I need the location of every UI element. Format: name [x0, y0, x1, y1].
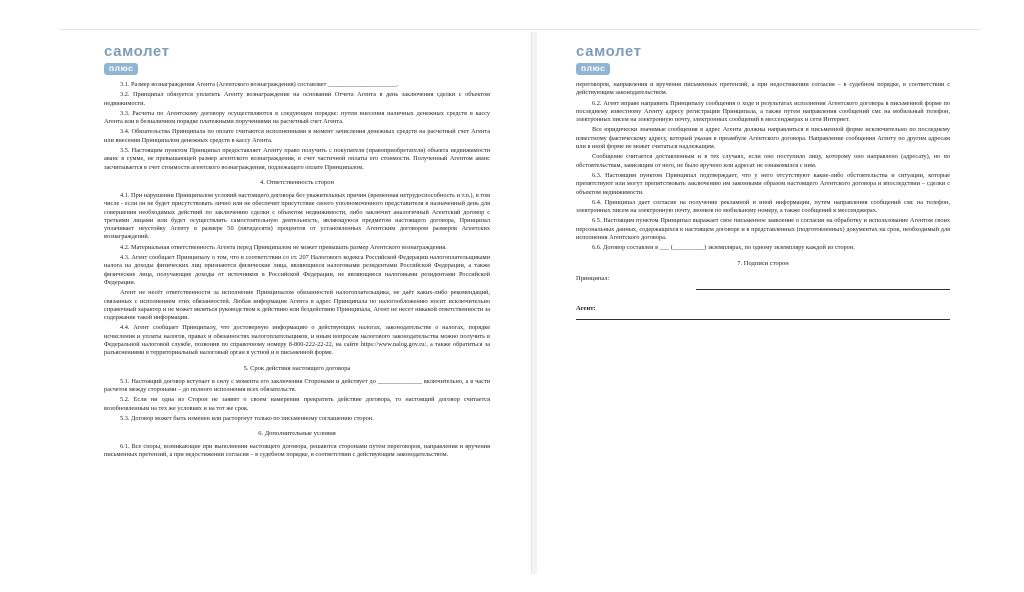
- top-border: [60, 29, 980, 30]
- left-page-body: [104, 81, 490, 460]
- paragraph: 4.4. Агент сообщает Принципалу, что достоверную информацию о действующих налогах, законодательстве о налогах, порядке исчисления и уплаты налогов, правах и обязанностях налогоплательщиков, и иным вопросам налогового законодательства можно получить в Федеральной налоговой службе, позвонив по справочному номеру 8-800-222-22-22, на сайте https://www.nalog.gov.ru/, а также обратиться за разъяснениями в территориальный налоговый орган в устной и в письменной форме.: [104, 324, 490, 357]
- company-logo: [104, 44, 490, 75]
- paragraph: 4.1. При нарушении Принципалом условий настоящего договора без уважительных причин (временная нетрудоспособность и т.п.), в том числе - если он не будет присутствовать лично или не обеспечит присутствие своего уполномоченного представителя в назначенный день для совершения необходимых действий по заключению сделки с объектом недвижимости, либо заключит аналогичный Агентский договор с третьими лицами или будет осуществлять самостоятельную деятельность, являющуюся предметом настоящего договора, Принципал уплачивает неустойку Агенту в размере 50 (пятидесяти) процентов от установленных Агентским договором размеров Агентских вознаграждений.: [104, 191, 490, 241]
- right-page-body: [576, 81, 950, 268]
- paragraph: 6.3. Настоящим пунктом Принципал подтверждает, что у него отсутствуют какие-либо обстоятельства и ситуации, которые препятствуют или могут препятствовать заключению им законными образом настоящего Агентского договора и впоследствии – сделки с объектом недвижимости.: [576, 171, 950, 196]
- paragraph: 4.2. Материальная ответственность Агента перед Принципалом не может превышать размер Агентского вознаграждения.: [120, 243, 447, 251]
- section-heading: 5. Срок действия настоящего договора: [243, 364, 351, 372]
- paragraph: 6.6. Договор составлен в ___ (__________) экземплярах, по одному экземпляру каждой из сторон.: [592, 244, 855, 252]
- document-page-left: [60, 32, 526, 592]
- paragraph: Все юридически значимые сообщения в адрес Агента должны направляться в письменной форме исключительно по последнему известному фактическому адресу, который указан в преамбуле Агентского договора. Направление сообщения Агенту по другим адресам или в иной форме не может считаться надлежащим.: [576, 126, 950, 151]
- paragraph: 3.2. Принципал обязуется уплатить Агенту вознаграждение на основании Отчета Агента в день заключения сделки с объектом недвижимости.: [104, 91, 490, 107]
- paragraph: 5.3. Договор может быть изменен или расторгнут только по письменному соглашению сторон.: [120, 414, 374, 422]
- principal-signature-line: [696, 289, 950, 290]
- paragraph: 4.3. Агент сообщает Принципалу о том, что в соответствии со ст. 207 Налогового кодекса Российской Федерации налогоплательщиками налога на доходы физических лиц признаются физические лица, являющиеся налоговыми резидентами Российской Федерации, а также физические лица, получающие доходы от источников в Российской Федерации, не являющиеся налоговыми резидентами Российской Федерации.: [104, 254, 490, 286]
- paragraph: Сообщение считается доставленным и в тех случаях, если оно поступило лицу, которому оно направлено (адресату), но по обстоятельствам, зависящим от него, не было вручено или адресат не ознакомился с ним.: [576, 153, 950, 169]
- paragraph: 5.1. Настоящий договор вступает в силу с момента его заключения Сторонами и действует до ______________ включительно, а в части расчетов между сторонами – до полного исполнения всех обязательств.: [104, 377, 490, 393]
- signatures-block: [576, 274, 950, 320]
- agent-signature-label: Агент:: [576, 304, 596, 312]
- document-page-right: [540, 32, 980, 592]
- logo-wordmark: самолет: [104, 43, 170, 60]
- paragraph: переговоров, направления и вручения письменных претензий, а при недостижении согласия – в судебном порядке, в соответствии с действующим законодательством.: [576, 81, 950, 97]
- logo-badge: плюс: [576, 63, 610, 75]
- paragraph: 6.5. Настоящим пунктом Принципал выражает свое письменное заявление о согласии на обработку и использование Агентом своих персональных данных, содержащихся в настоящем договоре и в представленных (подготовленных) документах на срок, необходимый для исполнения Агентского договора.: [576, 217, 950, 242]
- company-logo: [576, 44, 950, 75]
- page-divider: [531, 32, 537, 574]
- principal-signature-label: Принципал:: [576, 274, 610, 282]
- agent-signature-line: [576, 319, 950, 320]
- paragraph: 6.4. Принципал дает согласие на получение рекламной и иной информации, путем направления сообщений смс на телефон, электронных писем на электронную почту, звонков по мобильному номеру, а также сообщений в мессенджерах.: [576, 198, 950, 215]
- logo-wordmark: самолет: [576, 43, 642, 60]
- paragraph: 3.1. Размер вознаграждения Агента (Агентского вознаграждения) составляет ______________________.: [120, 81, 399, 88]
- paragraph: 6.2. Агент вправе направить Принципалу сообщения о ходе и результатах исполнения Агентского договора в письменной форме по последнему известному Агенту адресу регистрации Принципала, а также путем направления сообщений смс на мобильный телефон, электронных писем на электронную почту, электронных сообщений в мессенджерах и сети Интернет.: [576, 99, 950, 124]
- paragraph: 3.3. Расчеты по Агентскому договору осуществляются в следующем порядке: путем внесения наличных денежных средств в кассу Агента или в безналичном порядке платежными поручениями на расчетный счет Агента.: [104, 109, 490, 126]
- paragraph: Агент не несёт ответственности за исполнение Принципалом обязанностей налогоплательщика, не даёт каких-либо рекомендаций, связанных с исполнением этих обязанностей. Любая информация Агента в адрес Принципала по налогообложению носит исключительно справочный характер и не может являться руководством к действию или бездействию Принципала, Агент не несет никакой ответственности за содержание такой информации.: [104, 289, 490, 322]
- section-heading: 4. Ответственность сторон: [259, 178, 335, 186]
- paragraph: 3.4. Обязательства Принципала по оплате считаются исполненными в момент зачисления денежных средств на расчетный счет Агента или внесения Принципалом денежных средств в кассу Агента.: [104, 128, 490, 144]
- paragraph: 6.1. Все споры, возникающие при выполнении настоящего договора, решаются сторонами путем переговоров, направления и вручения письменных претензий, а при недостижении согласия – в судебном порядке, в соответствии с действующим законодательством.: [104, 443, 490, 459]
- section-heading: 7. Подписи сторон: [737, 259, 789, 267]
- paragraph: 5.2. Если ни одна из Сторон не заявит о своем намерении прекратить действие договора, то настоящий договор считается возобновленным на тех же условиях и на тот же срок.: [104, 396, 490, 412]
- logo-badge: плюс: [104, 63, 138, 75]
- paragraph: 3.5. Настоящим пунктом Принципал предоставляет Агенту право получить с покупателя (правоприобретателя) объекта недвижимости аванс в сумме, не превышающей размер агентского вознаграждения, в счет частичной оплаты его стоимости. Полученный Агентом аванс засчитывается в счет стоимости агентского вознаграждения, подлежащего оплате Принципалом.: [104, 147, 490, 171]
- section-heading: 6. Дополнительные условия: [258, 430, 336, 438]
